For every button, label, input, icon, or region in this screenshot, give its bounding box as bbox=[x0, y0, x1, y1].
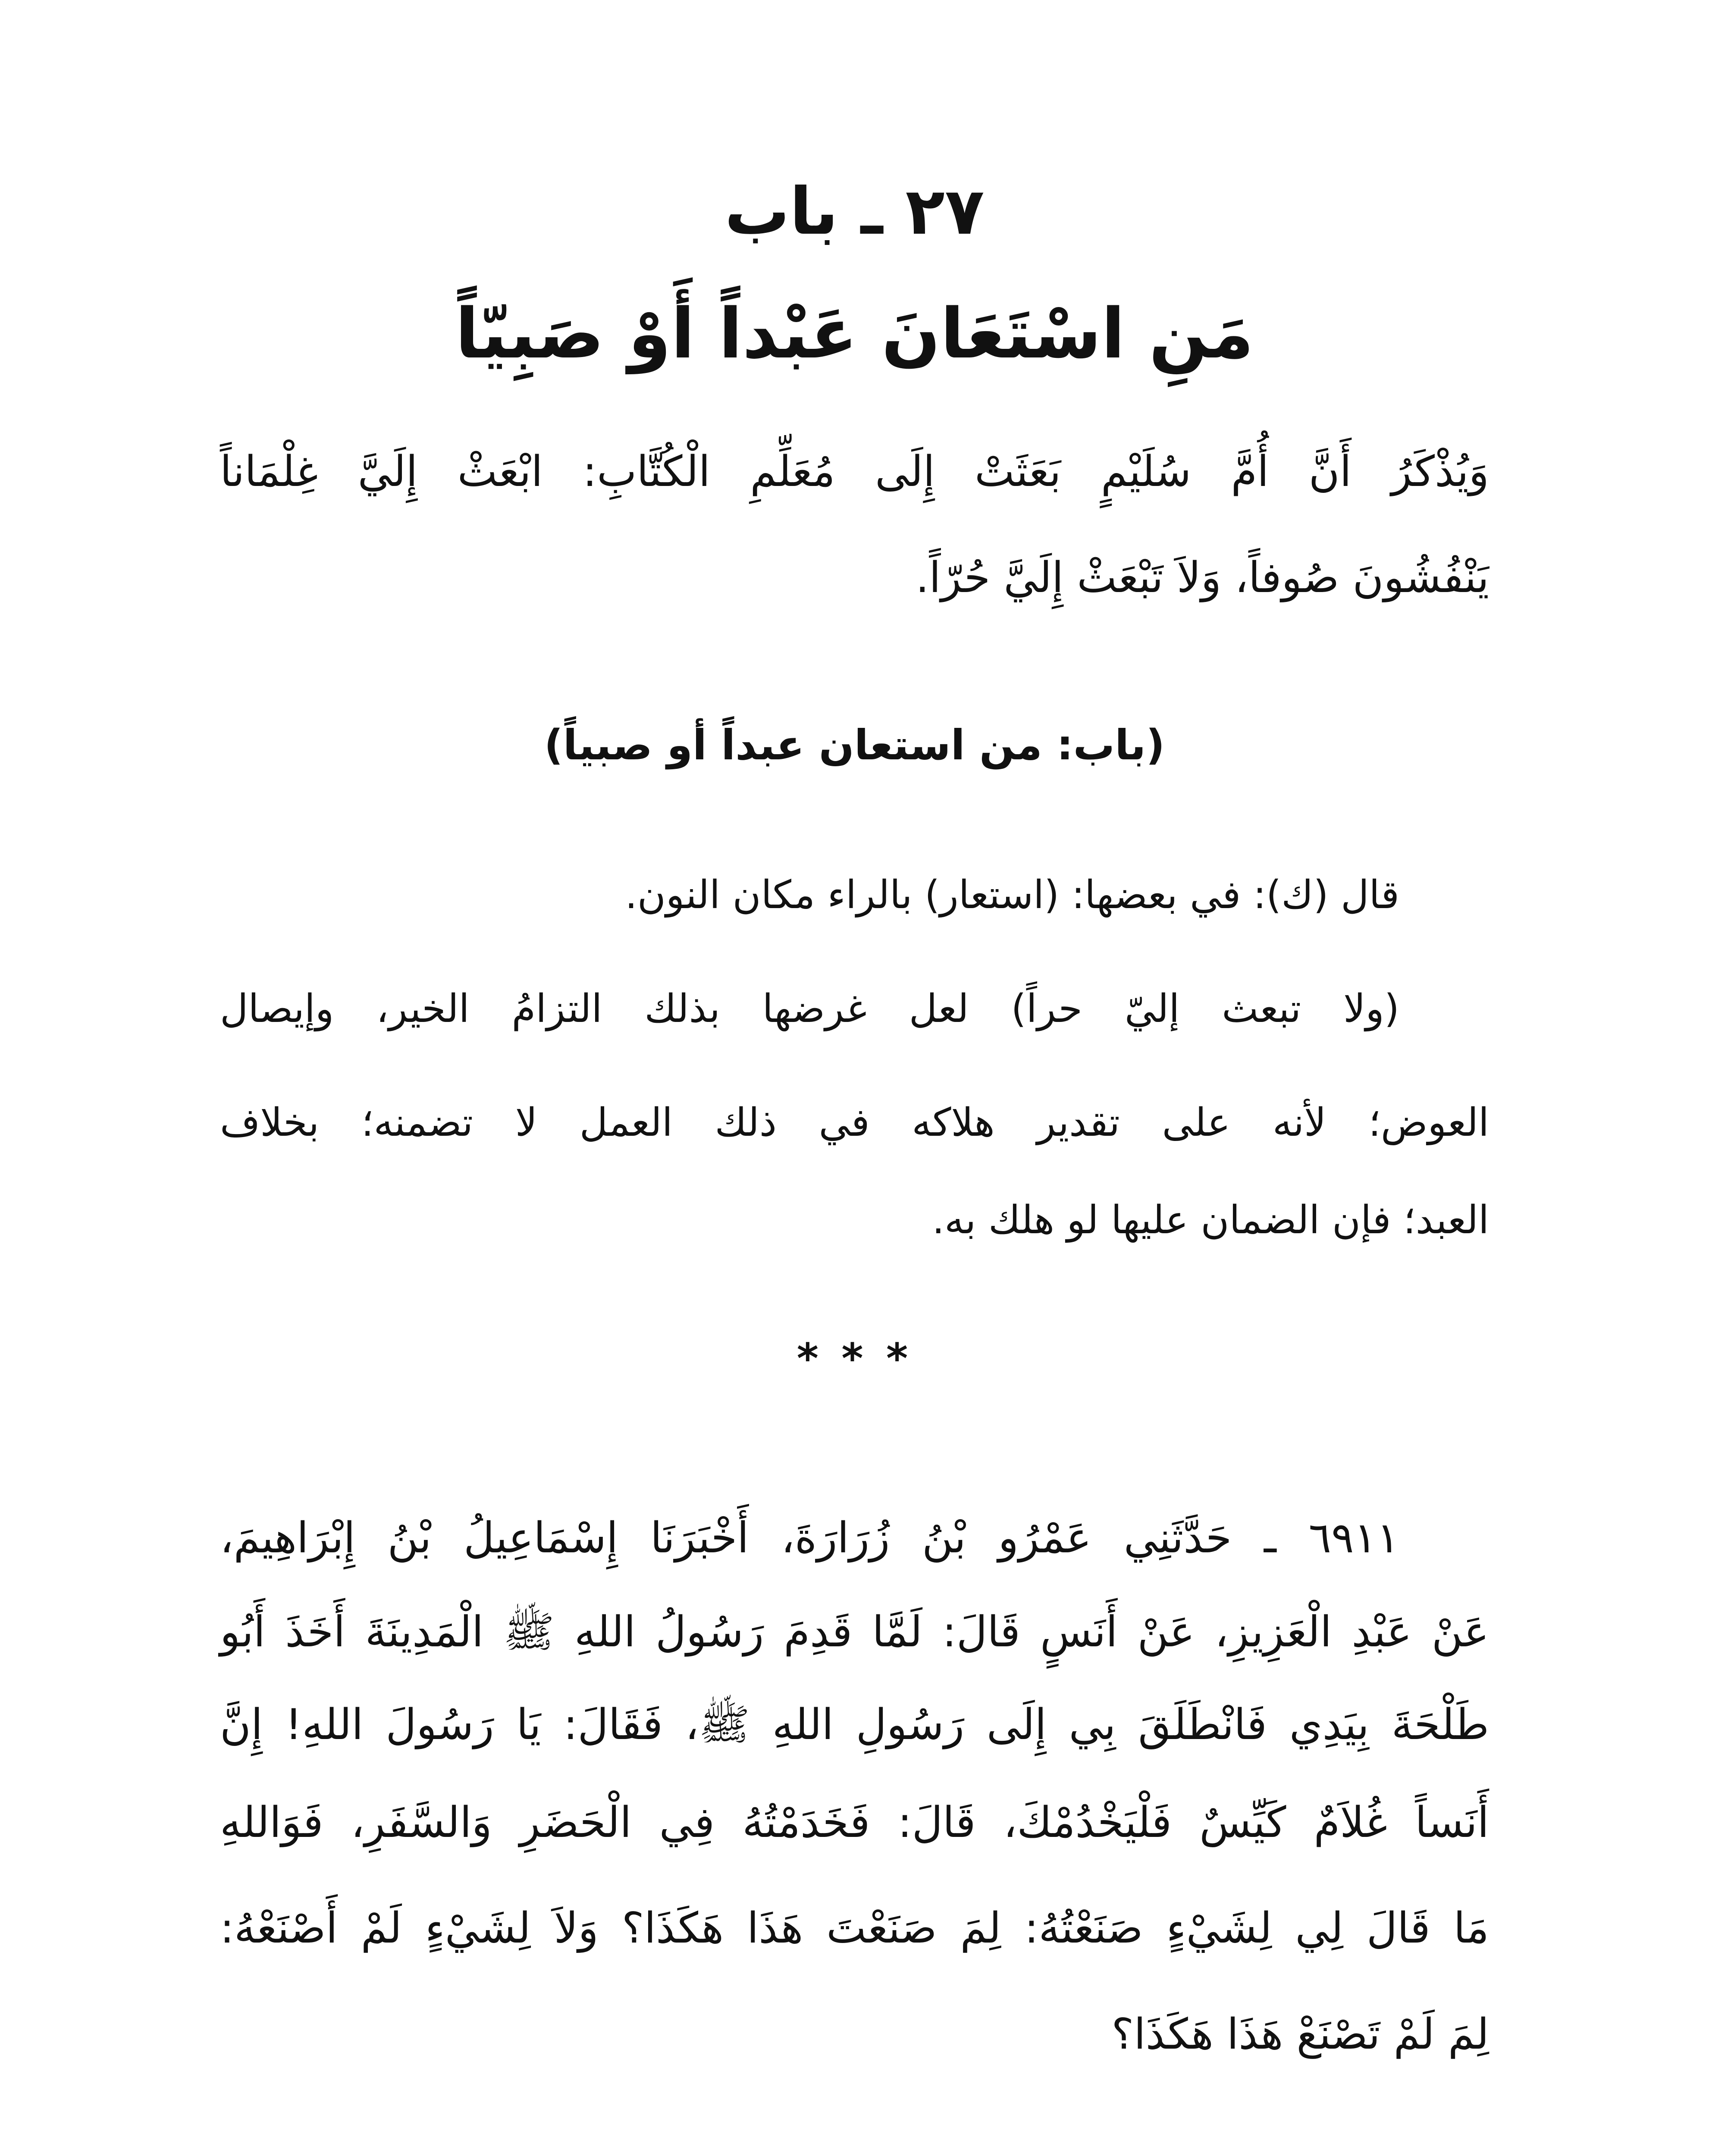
matn-line: يَنْفُشُونَ صُوفاً، وَلاَ تَبْعَثْ إِلَيَّ حُرّاً. bbox=[916, 553, 1489, 602]
chapter-number-heading: ٢٧ ـ باب bbox=[724, 174, 985, 249]
commentary-note: قال (ك): في بعضها: (استعار) بالراء مكان النون. bbox=[625, 872, 1399, 918]
commentary-line bbox=[220, 2145, 1399, 2156]
chapter-title: مَنِ اسْتَعَانَ عَبْداً أَوْ صَبِيّاً bbox=[455, 293, 1254, 374]
hadith-line: عَنْ عَبْدِ الْعَزِيزِ، عَنْ أَنَسٍ قَالَ: لَمَّا قَدِمَ رَسُولُ اللهِ ﷺ الْمَدِينَةَ أَخَذَ أَبُو bbox=[220, 1608, 1489, 1657]
commentary-line: (ولا تبعث إليّ حراً) لعل غرضها بذلك التزامُ الخير، وإيصال bbox=[220, 986, 1399, 1031]
hadith-line: مَا قَالَ لِي لِشَيْءٍ صَنَعْتُهُ: لِمَ صَنَعْتَ هَذَا هَكَذَا؟ وَلاَ لِشَيْءٍ لَمْ أَصْنَعْهُ: bbox=[220, 1904, 1489, 1953]
commentary-chapter-heading: (باب: من استعان عبداً أو صبياً) bbox=[544, 721, 1165, 769]
hadith-line: لِمَ لَمْ تَصْنَعْ هَذَا هَكَذَا؟ bbox=[1111, 2010, 1489, 2059]
hadith-line: أَنَساً غُلاَمٌ كَيِّسٌ فَلْيَخْدُمْكَ، قَالَ: فَخَدَمْتُهُ فِي الْحَضَرِ وَالسَّفَرِ، فَوَاللهِ bbox=[220, 1798, 1489, 1847]
hadith-line: طَلْحَةَ بِيَدِي فَانْطَلَقَ بِي إِلَى رَسُولِ اللهِ ﷺ، فَقَالَ: يَا رَسُولَ اللهِ! إِنَّ bbox=[220, 1700, 1489, 1749]
hadith-line: ٦٩١١ ـ حَدَّثَنِي عَمْرُو بْنُ زُرَارَةَ، أَخْبَرَنَا إِسْمَاعِيلُ بْنُ إِبْرَاهِيمَ، bbox=[220, 1514, 1399, 1563]
matn-line: وَيُذْكَرُ أَنَّ أُمَّ سُلَيْمٍ بَعَثَتْ إِلَى مُعَلِّمِ الْكُتَّابِ: ابْعَثْ إِلَيَّ غِلْمَاناً bbox=[220, 447, 1489, 496]
section-separator: * * * bbox=[796, 1335, 913, 1383]
commentary-line: العوض؛ لأنه على تقدير هلاكه في ذلك العمل لا تضمنه؛ بخلاف bbox=[220, 1100, 1489, 1145]
commentary-line: العبد؛ فإن الضمان عليها لو هلك به. bbox=[932, 1197, 1489, 1243]
